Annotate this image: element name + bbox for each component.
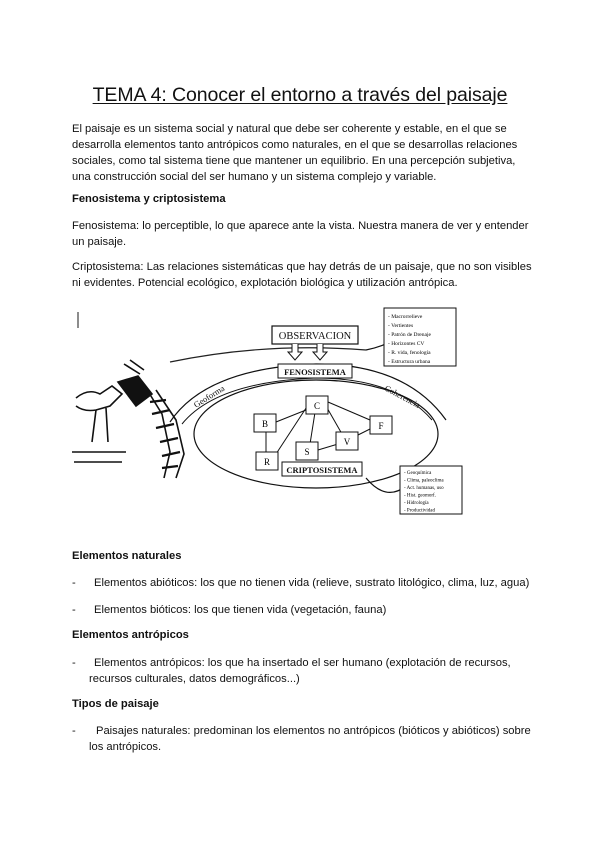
cryptosystem-list-item: - Clima, paleoclima bbox=[404, 478, 444, 484]
list-item-text: Elementos antrópicos: los que ha insertado el ser humano (explotación de recursos, bbox=[94, 657, 511, 669]
coherencia-label: Coherencia bbox=[383, 382, 422, 410]
section-heading-tipos: Tipos de paisaje bbox=[72, 698, 159, 710]
cryptosystem-list-item: - Act. humanas, uso bbox=[404, 486, 444, 491]
page-title: TEMA 4: Conocer el entorno a través del paisaje bbox=[92, 84, 508, 106]
phenosystem-list-item: - Horizontes CV bbox=[388, 341, 425, 347]
list-item bbox=[72, 723, 532, 755]
criptosistema-label: CRIPTOSISTEMA bbox=[286, 465, 358, 475]
intro-paragraph: El paisaje es un sistema social y natural que debe ser coherente y estable, en el que se desarrolla elementos tanto antrópicos como naturales, en el que se desarrollas relaciones sociales, como tal sistema tiene que mantener un equilibrio. En una percepción subjetiva, una construcción social del ser humano y un sistema complejo y variable. bbox=[72, 123, 518, 183]
cryptosystem-list-item: - Hist. geomorf. bbox=[404, 493, 436, 499]
phenosystem-list-item: - Macrorrelieve bbox=[388, 314, 423, 320]
node-label: V bbox=[343, 437, 351, 447]
node-label: R bbox=[263, 457, 271, 467]
fenosistema-paragraph: Fenosistema: lo perceptible, lo que aparece ante la vista. Nuestra manera de ver y entender un paisaje. bbox=[72, 220, 529, 248]
list-dash: - bbox=[72, 657, 76, 669]
list-dash: - bbox=[72, 604, 76, 616]
list-item bbox=[72, 655, 532, 687]
phenosystem-list-item: - Vertientes bbox=[388, 323, 414, 329]
list-dash: - bbox=[72, 577, 76, 589]
phenosystem-list-item: - R. vida, fenología bbox=[388, 350, 431, 356]
top-curve bbox=[170, 348, 366, 362]
microscope-observer-sketch bbox=[72, 360, 184, 478]
list-item bbox=[72, 575, 532, 591]
observacion-label: OBSERVACION bbox=[278, 331, 352, 342]
cryptosystem-list-item: - Hidrología bbox=[404, 501, 429, 506]
arrow-down-icon bbox=[288, 344, 302, 360]
list-item-text: Paisajes naturales: predominan los elementos no antrópicos (bióticos y abióticos) sobre bbox=[96, 725, 531, 737]
landscape-system-diagram bbox=[66, 302, 466, 518]
fenosistema-label: FENOSISTEMA bbox=[284, 367, 346, 377]
list-item-text: Elementos bióticos: los que tienen vida (vegetación, fauna) bbox=[94, 604, 387, 616]
node-label: C bbox=[313, 401, 321, 411]
cryptosystem-list-item: - Geoquímica bbox=[404, 471, 432, 476]
node-label: B bbox=[261, 419, 269, 429]
phenosystem-list-item: - Estructura urbana bbox=[388, 359, 431, 365]
section-heading-naturales: Elementos naturales bbox=[72, 550, 182, 562]
list-item-text-continued: los antrópicos. bbox=[89, 741, 162, 753]
geoforma-label: Geoforma bbox=[191, 382, 227, 410]
arrow-down-icon bbox=[313, 344, 327, 360]
list-item-text-continued: recursos culturales, datos demográficos...) bbox=[89, 673, 300, 685]
list-dash: - bbox=[72, 725, 76, 737]
list-item bbox=[72, 602, 532, 618]
list-item-text: Elementos abióticos: los que no tienen vida (relieve, sustrato litológico, clima, luz, agua) bbox=[94, 577, 530, 589]
node-label: S bbox=[304, 447, 310, 457]
section-heading-antropicos: Elementos antrópicos bbox=[72, 629, 189, 641]
phenosystem-list-item: - Patrón de Drenaje bbox=[388, 332, 431, 338]
cryptosystem-list-item: - Productividad bbox=[404, 508, 435, 514]
node-label: F bbox=[378, 421, 384, 431]
section-heading-fenosistema: Fenosistema y criptosistema bbox=[72, 193, 226, 205]
criptosistema-paragraph: Criptosistema: Las relaciones sistemáticas que hay detrás de un paisaje, que no son visibles ni evidentes. Potencial ecológico, explotación biológica y utilización antrópica. bbox=[72, 261, 532, 289]
